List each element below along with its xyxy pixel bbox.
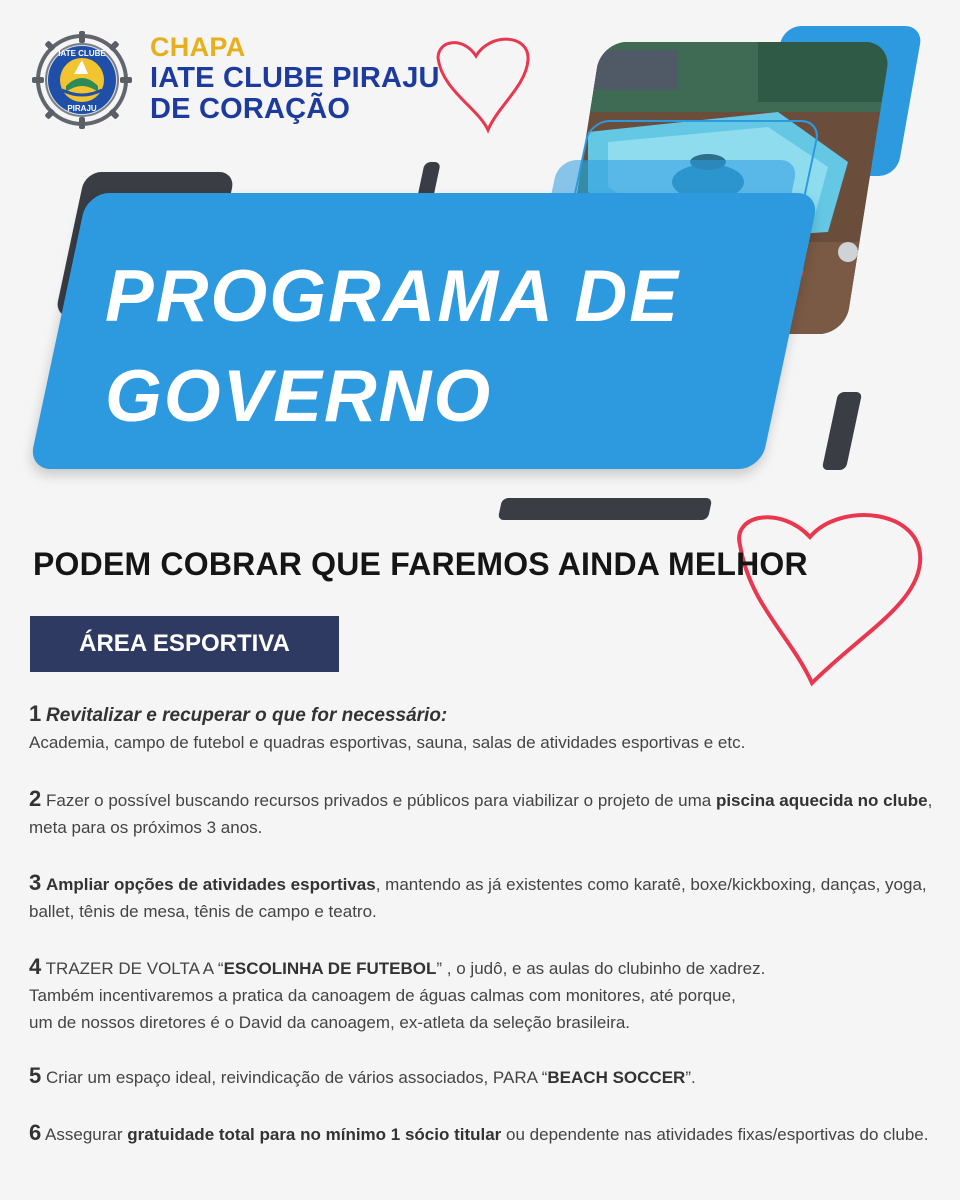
program-item-3 bbox=[29, 869, 934, 925]
club-logo-icon bbox=[30, 30, 135, 130]
item-number: 4 bbox=[29, 954, 42, 979]
program-item-6 bbox=[29, 1119, 929, 1148]
program-item-5 bbox=[29, 1062, 696, 1091]
program-item-2 bbox=[29, 785, 934, 841]
banner-title bbox=[105, 247, 680, 447]
item-text-end: , mantendo as já existentes como karatê, boxe/kickboxing, danças, yoga, ballet, tênis de mesa, tênis de campo e teatro. bbox=[29, 875, 927, 921]
item-bold-text: ESCOLINHA DE FUTEBOL bbox=[223, 959, 437, 978]
item-text: Academia, campo de futebol e quadras esportivas, sauna, salas de atividades esportivas e etc. bbox=[29, 733, 746, 752]
item-number: 1 bbox=[29, 701, 42, 726]
item-text: Criar um espaço ideal, reivindicação de vários associados, PARA “ bbox=[45, 1068, 548, 1087]
brand-line-heart: DE CORAÇÃO bbox=[150, 93, 351, 125]
item-text: TRAZER DE VOLTA A “ bbox=[45, 959, 224, 978]
item-text-end: ” , o judô, e as aulas do clubinho de xadrez. bbox=[436, 959, 766, 978]
decor-dark-stripe-2 bbox=[822, 392, 863, 470]
brand-line-chapa: CHAPA bbox=[150, 32, 246, 62]
brand-line-club: IATE CLUBE PIRAJU bbox=[150, 62, 440, 94]
item-text-end: ”. bbox=[685, 1068, 696, 1087]
decor-dark-stripe-3 bbox=[498, 498, 713, 520]
item-text: Assegurar bbox=[45, 1125, 128, 1144]
item-text: Fazer o possível buscando recursos privados e públicos para viabilizar o projeto de uma bbox=[45, 791, 716, 810]
item-bold-text: gratuidade total para no mínimo 1 sócio titular bbox=[127, 1125, 502, 1144]
program-item-1 bbox=[29, 700, 745, 756]
heart-outline-large-icon bbox=[720, 505, 940, 690]
item-text-line-3: um de nossos diretores é o David da canoagem, ex-atleta da seleção brasileira. bbox=[29, 1013, 631, 1032]
item-number: 5 bbox=[29, 1063, 42, 1088]
item-number: 3 bbox=[29, 870, 42, 895]
program-item-4 bbox=[29, 953, 765, 1036]
item-text-line-2: Também incentivaremos a pratica da canoagem de águas calmas com monitores, até porque, bbox=[29, 986, 736, 1005]
item-number: 2 bbox=[29, 786, 42, 811]
item-bold-text: Ampliar opções de atividades esportivas bbox=[45, 875, 376, 894]
logo-bottom-text: PIRAJU bbox=[67, 104, 97, 113]
item-bold-text: BEACH SOCCER bbox=[547, 1068, 686, 1087]
slogan: PODEM COBRAR QUE FAREMOS AINDA MELHOR bbox=[33, 546, 808, 582]
logo-top-text: IATE CLUBE bbox=[58, 49, 106, 58]
section-label: ÁREA ESPORTIVA bbox=[30, 616, 339, 672]
item-text-end: ou dependente nas atividades fixas/esportivas do clube. bbox=[501, 1125, 929, 1144]
item-number: 6 bbox=[29, 1120, 42, 1145]
brand-title bbox=[150, 32, 440, 125]
banner-line-2: GOVERNO bbox=[105, 356, 493, 437]
heart-outline-top-icon bbox=[418, 28, 548, 138]
banner-line-1: PROGRAMA DE bbox=[105, 256, 680, 337]
item-text-end: , meta para os próximos 3 anos. bbox=[29, 791, 933, 837]
item-title: Revitalizar e recuperar o que for necessário: bbox=[45, 705, 448, 726]
item-bold-text: piscina aquecida no clube bbox=[715, 791, 928, 810]
